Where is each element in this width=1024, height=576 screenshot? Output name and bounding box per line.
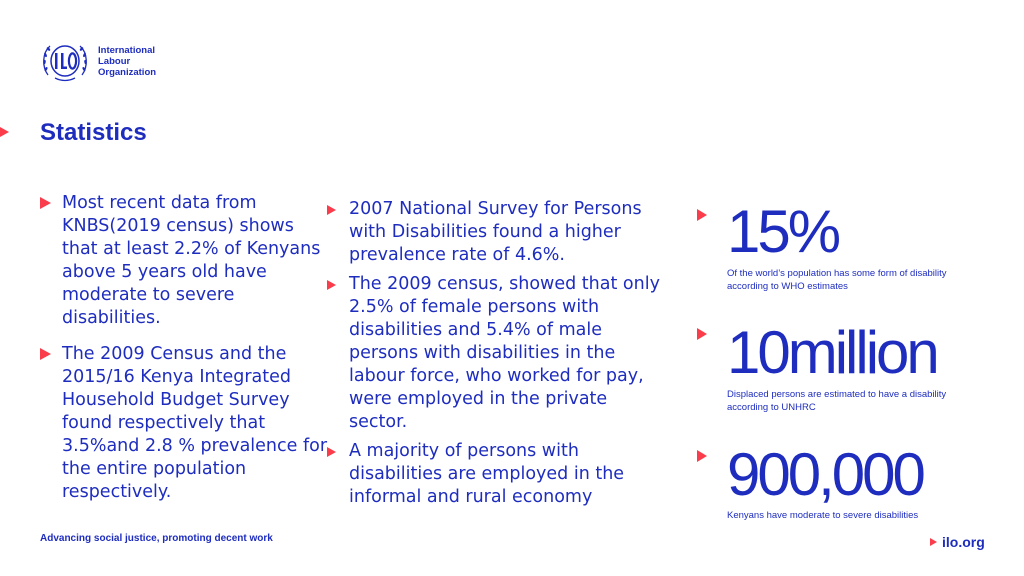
bullet-arrow-icon: [327, 447, 336, 457]
stat-description: Displaced persons are estimated to have a disability according to UNHRC: [727, 389, 947, 413]
stat-arrow-icon: [697, 328, 707, 340]
left-bullet-column: [40, 192, 330, 504]
logo-line: Organization: [98, 66, 157, 78]
footer-tagline: Advancing social justice, promoting decent work: [40, 533, 273, 544]
bullet-arrow-icon: [40, 197, 51, 209]
bullet-text: Most recent data from KNBS(2019 census) shows that at least 2.2% of Kenyans above 5 years old have moderate to severe disabilities.: [62, 193, 321, 328]
stat-value: 15%: [727, 198, 839, 265]
logo-line: Labour: [98, 55, 131, 67]
ilo-emblem-icon: [40, 39, 90, 83]
stat-description: Of the world’s population has some form of disability according to WHO estimates: [727, 268, 947, 292]
bullet-item: [327, 273, 667, 434]
bullet-text: The 2009 Census and the 2015/16 Kenya Integrated Household Budget Survey found respectively that 3.5%and 2.8 % prevalence for the entire population respectively.: [62, 344, 328, 502]
bullet-text: 2007 National Survey for Persons with Disabilities found a higher prevalence rate of 4.6%.: [349, 199, 642, 265]
bullet-text: A majority of persons with disabilities are employed in the informal and rural economy: [349, 441, 625, 507]
slide-marker-icon: [0, 127, 9, 137]
organization-name: [98, 45, 156, 78]
bullet-text: The 2009 census, showed that only 2.5% of female persons with disabilities and 5.4% of male persons with disabilities in the labour force, who worked for pay, were employed in the private sector.: [349, 274, 660, 432]
link-arrow-icon: [930, 538, 937, 546]
bullet-arrow-icon: [327, 205, 336, 215]
stat-arrow-icon: [697, 209, 707, 221]
logo-line: International: [98, 44, 156, 56]
bullet-arrow-icon: [327, 280, 336, 290]
middle-bullet-column: [327, 198, 667, 509]
bullet-item: [327, 198, 667, 267]
stat-description: Kenyans have moderate to severe disabilities: [727, 510, 919, 521]
bullet-item: [327, 440, 667, 509]
stat-arrow-icon: [697, 450, 707, 462]
website-link-text[interactable]: ilo.org: [942, 534, 985, 550]
page-title: Statistics: [40, 119, 147, 146]
stat-value: 10million: [727, 319, 937, 386]
bullet-item: [40, 343, 330, 504]
bullet-arrow-icon: [40, 348, 51, 360]
website-link[interactable]: [930, 534, 985, 550]
stat-value: 900,000: [727, 441, 923, 508]
ilo-logo: [40, 39, 156, 83]
bullet-item: [40, 192, 330, 330]
